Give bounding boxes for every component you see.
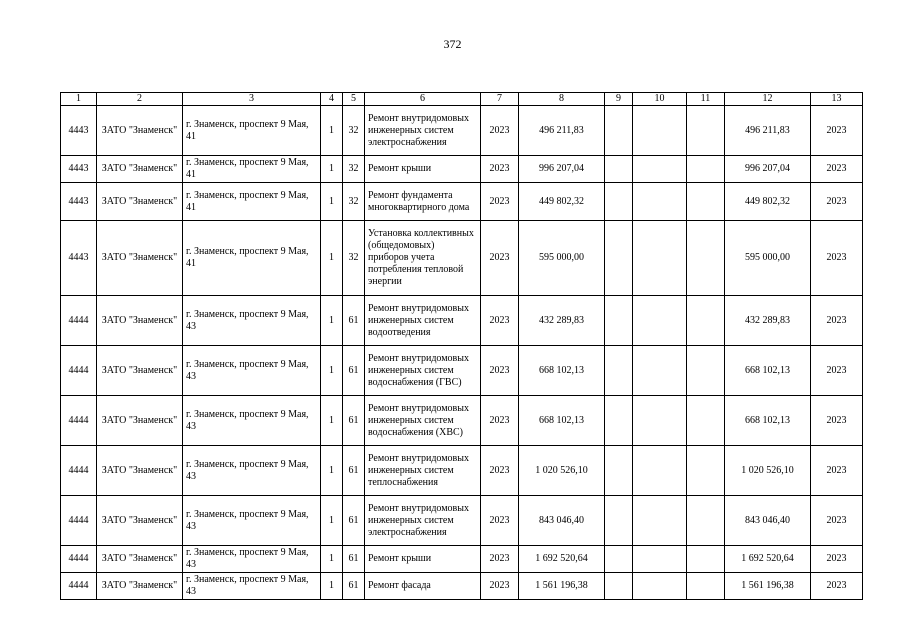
- cost-cell: 1 561 196,38: [519, 573, 605, 600]
- col5-cell: 61: [343, 346, 365, 396]
- col10-cell: [633, 446, 687, 496]
- total-cell: 843 046,40: [725, 496, 811, 546]
- col5-cell: 32: [343, 106, 365, 156]
- year-cell: 2023: [481, 296, 519, 346]
- column-number: 6: [365, 93, 481, 106]
- column-number: 9: [605, 93, 633, 106]
- total-cell: 1 020 526,10: [725, 446, 811, 496]
- total-cell: 1 692 520,64: [725, 546, 811, 573]
- house-id-cell: 4444: [61, 346, 97, 396]
- col9-cell: [605, 221, 633, 296]
- col4-cell: 1: [321, 446, 343, 496]
- col9-cell: [605, 573, 633, 600]
- col11-cell: [687, 446, 725, 496]
- table-row: [61, 546, 863, 573]
- address-cell: г. Знаменск, проспект 9 Мая, 41: [183, 106, 321, 156]
- house-id-cell: 4444: [61, 396, 97, 446]
- house-id-cell: 4444: [61, 573, 97, 600]
- municipality-cell: ЗАТО "Знаменск": [97, 546, 183, 573]
- address-cell: г. Знаменск, проспект 9 Мая, 43: [183, 296, 321, 346]
- page-number: 372: [443, 37, 462, 51]
- cost-cell: 843 046,40: [519, 496, 605, 546]
- work-type-cell: Ремонт внутридомовых инженерных систем теплоснабжения: [365, 446, 481, 496]
- cost-cell: 1 020 526,10: [519, 446, 605, 496]
- end-year-cell: 2023: [811, 106, 863, 156]
- total-cell: 496 211,83: [725, 106, 811, 156]
- col5-cell: 61: [343, 396, 365, 446]
- col11-cell: [687, 221, 725, 296]
- table-row: [61, 496, 863, 546]
- col11-cell: [687, 156, 725, 183]
- col11-cell: [687, 296, 725, 346]
- year-cell: 2023: [481, 396, 519, 446]
- end-year-cell: 2023: [811, 156, 863, 183]
- municipality-cell: ЗАТО "Знаменск": [97, 221, 183, 296]
- municipality-cell: ЗАТО "Знаменск": [97, 106, 183, 156]
- table-row: [61, 346, 863, 396]
- col10-cell: [633, 546, 687, 573]
- work-type-cell: Ремонт внутридомовых инженерных систем электроснабжения: [365, 106, 481, 156]
- end-year-cell: 2023: [811, 546, 863, 573]
- repair-program-table: [60, 92, 863, 600]
- table-row: [61, 156, 863, 183]
- work-type-cell: Ремонт внутридомовых инженерных систем электроснабжения: [365, 496, 481, 546]
- col10-cell: [633, 296, 687, 346]
- col10-cell: [633, 496, 687, 546]
- col4-cell: 1: [321, 156, 343, 183]
- house-id-cell: 4443: [61, 183, 97, 221]
- col9-cell: [605, 296, 633, 346]
- col10-cell: [633, 156, 687, 183]
- address-cell: г. Знаменск, проспект 9 Мая, 43: [183, 346, 321, 396]
- column-number: 10: [633, 93, 687, 106]
- col5-cell: 61: [343, 573, 365, 600]
- year-cell: 2023: [481, 446, 519, 496]
- col9-cell: [605, 496, 633, 546]
- work-type-cell: Ремонт фасада: [365, 573, 481, 600]
- table-row: [61, 296, 863, 346]
- total-cell: 996 207,04: [725, 156, 811, 183]
- cost-cell: 595 000,00: [519, 221, 605, 296]
- address-cell: г. Знаменск, проспект 9 Мая, 43: [183, 573, 321, 600]
- col5-cell: 61: [343, 496, 365, 546]
- year-cell: 2023: [481, 221, 519, 296]
- end-year-cell: 2023: [811, 296, 863, 346]
- column-number: 2: [97, 93, 183, 106]
- col11-cell: [687, 106, 725, 156]
- table-row: [61, 396, 863, 446]
- total-cell: 668 102,13: [725, 396, 811, 446]
- year-cell: 2023: [481, 156, 519, 183]
- col5-cell: 61: [343, 446, 365, 496]
- municipality-cell: ЗАТО "Знаменск": [97, 396, 183, 446]
- municipality-cell: ЗАТО "Знаменск": [97, 573, 183, 600]
- work-type-cell: Ремонт внутридомовых инженерных систем водоснабжения (ГВС): [365, 346, 481, 396]
- cost-cell: 449 802,32: [519, 183, 605, 221]
- col4-cell: 1: [321, 296, 343, 346]
- column-number: 12: [725, 93, 811, 106]
- cost-cell: 496 211,83: [519, 106, 605, 156]
- col10-cell: [633, 573, 687, 600]
- column-number: 8: [519, 93, 605, 106]
- column-number-row: [61, 93, 863, 106]
- col4-cell: 1: [321, 396, 343, 446]
- col5-cell: 32: [343, 221, 365, 296]
- col4-cell: 1: [321, 183, 343, 221]
- column-number: 11: [687, 93, 725, 106]
- col11-cell: [687, 346, 725, 396]
- work-type-cell: Ремонт крыши: [365, 546, 481, 573]
- cost-cell: 996 207,04: [519, 156, 605, 183]
- municipality-cell: ЗАТО "Знаменск": [97, 446, 183, 496]
- cost-cell: 432 289,83: [519, 296, 605, 346]
- house-id-cell: 4443: [61, 106, 97, 156]
- col4-cell: 1: [321, 496, 343, 546]
- end-year-cell: 2023: [811, 183, 863, 221]
- year-cell: 2023: [481, 346, 519, 396]
- column-number: 7: [481, 93, 519, 106]
- col4-cell: 1: [321, 573, 343, 600]
- col9-cell: [605, 396, 633, 446]
- work-type-cell: Установка коллективных (общедомовых) приборов учета потребления тепловой энергии: [365, 221, 481, 296]
- col10-cell: [633, 221, 687, 296]
- table-row: [61, 573, 863, 600]
- total-cell: 595 000,00: [725, 221, 811, 296]
- col4-cell: 1: [321, 106, 343, 156]
- col10-cell: [633, 183, 687, 221]
- col4-cell: 1: [321, 221, 343, 296]
- municipality-cell: ЗАТО "Знаменск": [97, 296, 183, 346]
- municipality-cell: ЗАТО "Знаменск": [97, 496, 183, 546]
- house-id-cell: 4443: [61, 221, 97, 296]
- column-number: 3: [183, 93, 321, 106]
- col9-cell: [605, 183, 633, 221]
- col11-cell: [687, 396, 725, 446]
- year-cell: 2023: [481, 496, 519, 546]
- end-year-cell: 2023: [811, 221, 863, 296]
- column-number: 13: [811, 93, 863, 106]
- work-type-cell: Ремонт внутридомовых инженерных систем водоснабжения (ХВС): [365, 396, 481, 446]
- table-row: [61, 183, 863, 221]
- end-year-cell: 2023: [811, 396, 863, 446]
- municipality-cell: ЗАТО "Знаменск": [97, 346, 183, 396]
- total-cell: 1 561 196,38: [725, 573, 811, 600]
- end-year-cell: 2023: [811, 573, 863, 600]
- total-cell: 432 289,83: [725, 296, 811, 346]
- year-cell: 2023: [481, 183, 519, 221]
- col11-cell: [687, 573, 725, 600]
- table-row: [61, 446, 863, 496]
- col5-cell: 32: [343, 156, 365, 183]
- col9-cell: [605, 156, 633, 183]
- total-cell: 449 802,32: [725, 183, 811, 221]
- col5-cell: 61: [343, 546, 365, 573]
- col11-cell: [687, 546, 725, 573]
- house-id-cell: 4444: [61, 296, 97, 346]
- col9-cell: [605, 346, 633, 396]
- address-cell: г. Знаменск, проспект 9 Мая, 43: [183, 396, 321, 446]
- column-number: 1: [61, 93, 97, 106]
- cost-cell: 668 102,13: [519, 346, 605, 396]
- col10-cell: [633, 396, 687, 446]
- end-year-cell: 2023: [811, 346, 863, 396]
- house-id-cell: 4444: [61, 496, 97, 546]
- end-year-cell: 2023: [811, 446, 863, 496]
- address-cell: г. Знаменск, проспект 9 Мая, 43: [183, 496, 321, 546]
- address-cell: г. Знаменск, проспект 9 Мая, 41: [183, 183, 321, 221]
- end-year-cell: 2023: [811, 496, 863, 546]
- col5-cell: 61: [343, 296, 365, 346]
- house-id-cell: 4444: [61, 446, 97, 496]
- col10-cell: [633, 106, 687, 156]
- col11-cell: [687, 496, 725, 546]
- col9-cell: [605, 446, 633, 496]
- address-cell: г. Знаменск, проспект 9 Мая, 43: [183, 446, 321, 496]
- municipality-cell: ЗАТО "Знаменск": [97, 183, 183, 221]
- col9-cell: [605, 106, 633, 156]
- cost-cell: 668 102,13: [519, 396, 605, 446]
- table-row: [61, 106, 863, 156]
- col10-cell: [633, 346, 687, 396]
- year-cell: 2023: [481, 106, 519, 156]
- address-cell: г. Знаменск, проспект 9 Мая, 41: [183, 156, 321, 183]
- address-cell: г. Знаменск, проспект 9 Мая, 41: [183, 221, 321, 296]
- col5-cell: 32: [343, 183, 365, 221]
- total-cell: 668 102,13: [725, 346, 811, 396]
- year-cell: 2023: [481, 546, 519, 573]
- year-cell: 2023: [481, 573, 519, 600]
- column-number: 5: [343, 93, 365, 106]
- address-cell: г. Знаменск, проспект 9 Мая, 43: [183, 546, 321, 573]
- col4-cell: 1: [321, 546, 343, 573]
- work-type-cell: Ремонт крыши: [365, 156, 481, 183]
- work-type-cell: Ремонт внутридомовых инженерных систем водоотведения: [365, 296, 481, 346]
- house-id-cell: 4444: [61, 546, 97, 573]
- municipality-cell: ЗАТО "Знаменск": [97, 156, 183, 183]
- house-id-cell: 4443: [61, 156, 97, 183]
- work-type-cell: Ремонт фундамента многоквартирного дома: [365, 183, 481, 221]
- col11-cell: [687, 183, 725, 221]
- col4-cell: 1: [321, 346, 343, 396]
- cost-cell: 1 692 520,64: [519, 546, 605, 573]
- col9-cell: [605, 546, 633, 573]
- table-row: [61, 221, 863, 296]
- column-number: 4: [321, 93, 343, 106]
